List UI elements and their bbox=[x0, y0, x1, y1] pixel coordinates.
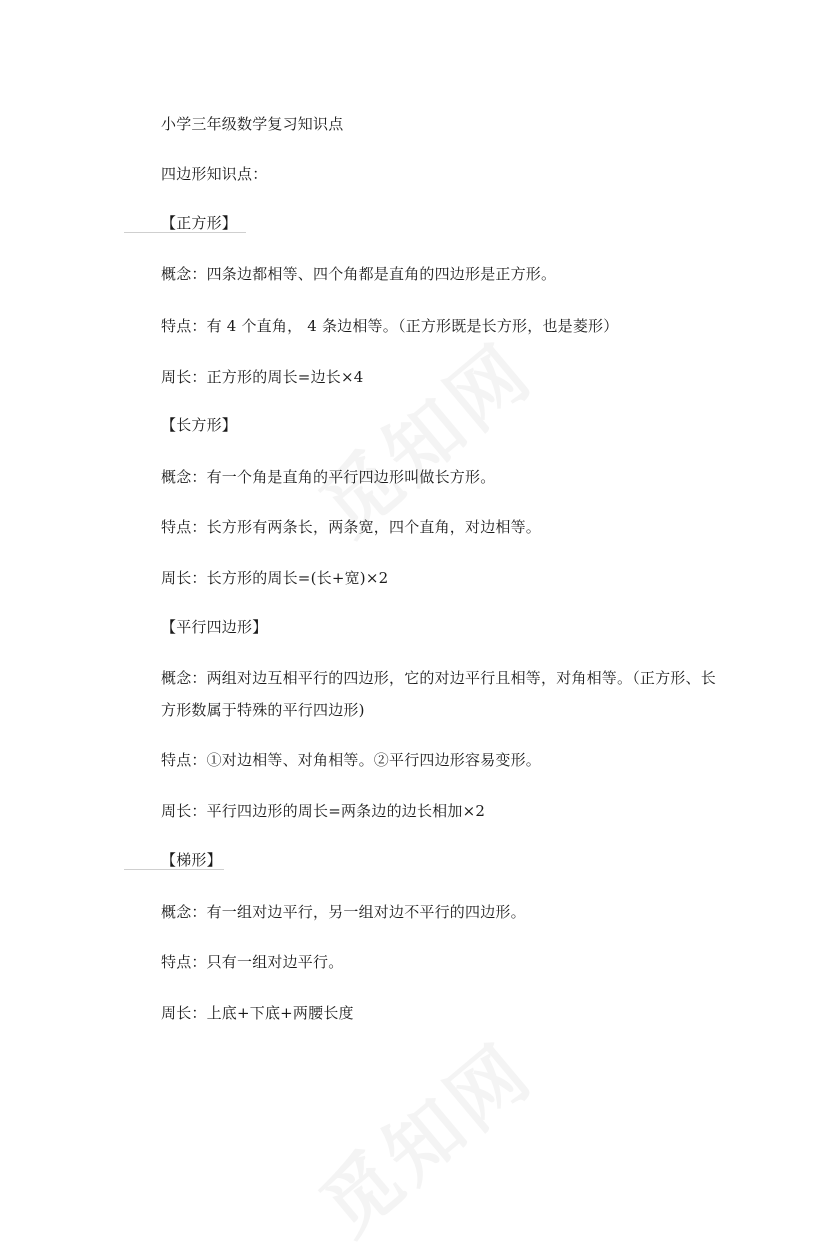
square-concept: 概念：四条边都相等、四个角都是直角的四边形是正方形。 bbox=[161, 265, 557, 283]
trapezoid-concept: 概念：有一组对边平行，另一组对边不平行的四边形。 bbox=[161, 903, 526, 921]
trapezoid-perimeter: 周长：上底+下底+两腰长度 bbox=[161, 1004, 354, 1022]
square-feature: 特点：有 4 个直角， 4 条边相等。（正方形既是长方形，也是菱形） bbox=[161, 317, 619, 335]
rectangle-feature: 特点：长方形有两条长，两条宽，四个直角，对边相等。 bbox=[161, 518, 542, 536]
trapezoid-heading: 【梯形】 bbox=[161, 851, 222, 869]
watermark bbox=[294, 1014, 553, 1255]
parallelogram-concept: 概念：两组对边互相平行的四边形，它的对边平行且相等，对角相等。（正方形、长方形数属于特殊的平行四边形) bbox=[161, 669, 716, 719]
rectangle-perimeter: 周长：长方形的周长=(长+宽)×2 bbox=[161, 569, 389, 587]
parallelogram-heading: 【平行四边形】 bbox=[161, 618, 268, 636]
parallelogram-feature: 特点：①对边相等、对角相等。②平行四边形容易变形。 bbox=[161, 751, 542, 769]
square-heading: 【正方形】 bbox=[161, 214, 238, 232]
square-perimeter: 周长：正方形的周长=边长×4 bbox=[161, 368, 364, 386]
doc-subtitle: 四边形知识点： bbox=[161, 165, 268, 183]
parallelogram-perimeter: 周长：平行四边形的周长=两条边的边长相加×2 bbox=[161, 802, 486, 820]
doc-title: 小学三年级数学复习知识点 bbox=[161, 115, 344, 133]
trapezoid-feature: 特点：只有一组对边平行。 bbox=[161, 953, 344, 971]
rectangle-concept: 概念：有一个角是直角的平行四边形叫做长方形。 bbox=[161, 468, 496, 486]
rectangle-heading: 【长方形】 bbox=[161, 416, 238, 434]
